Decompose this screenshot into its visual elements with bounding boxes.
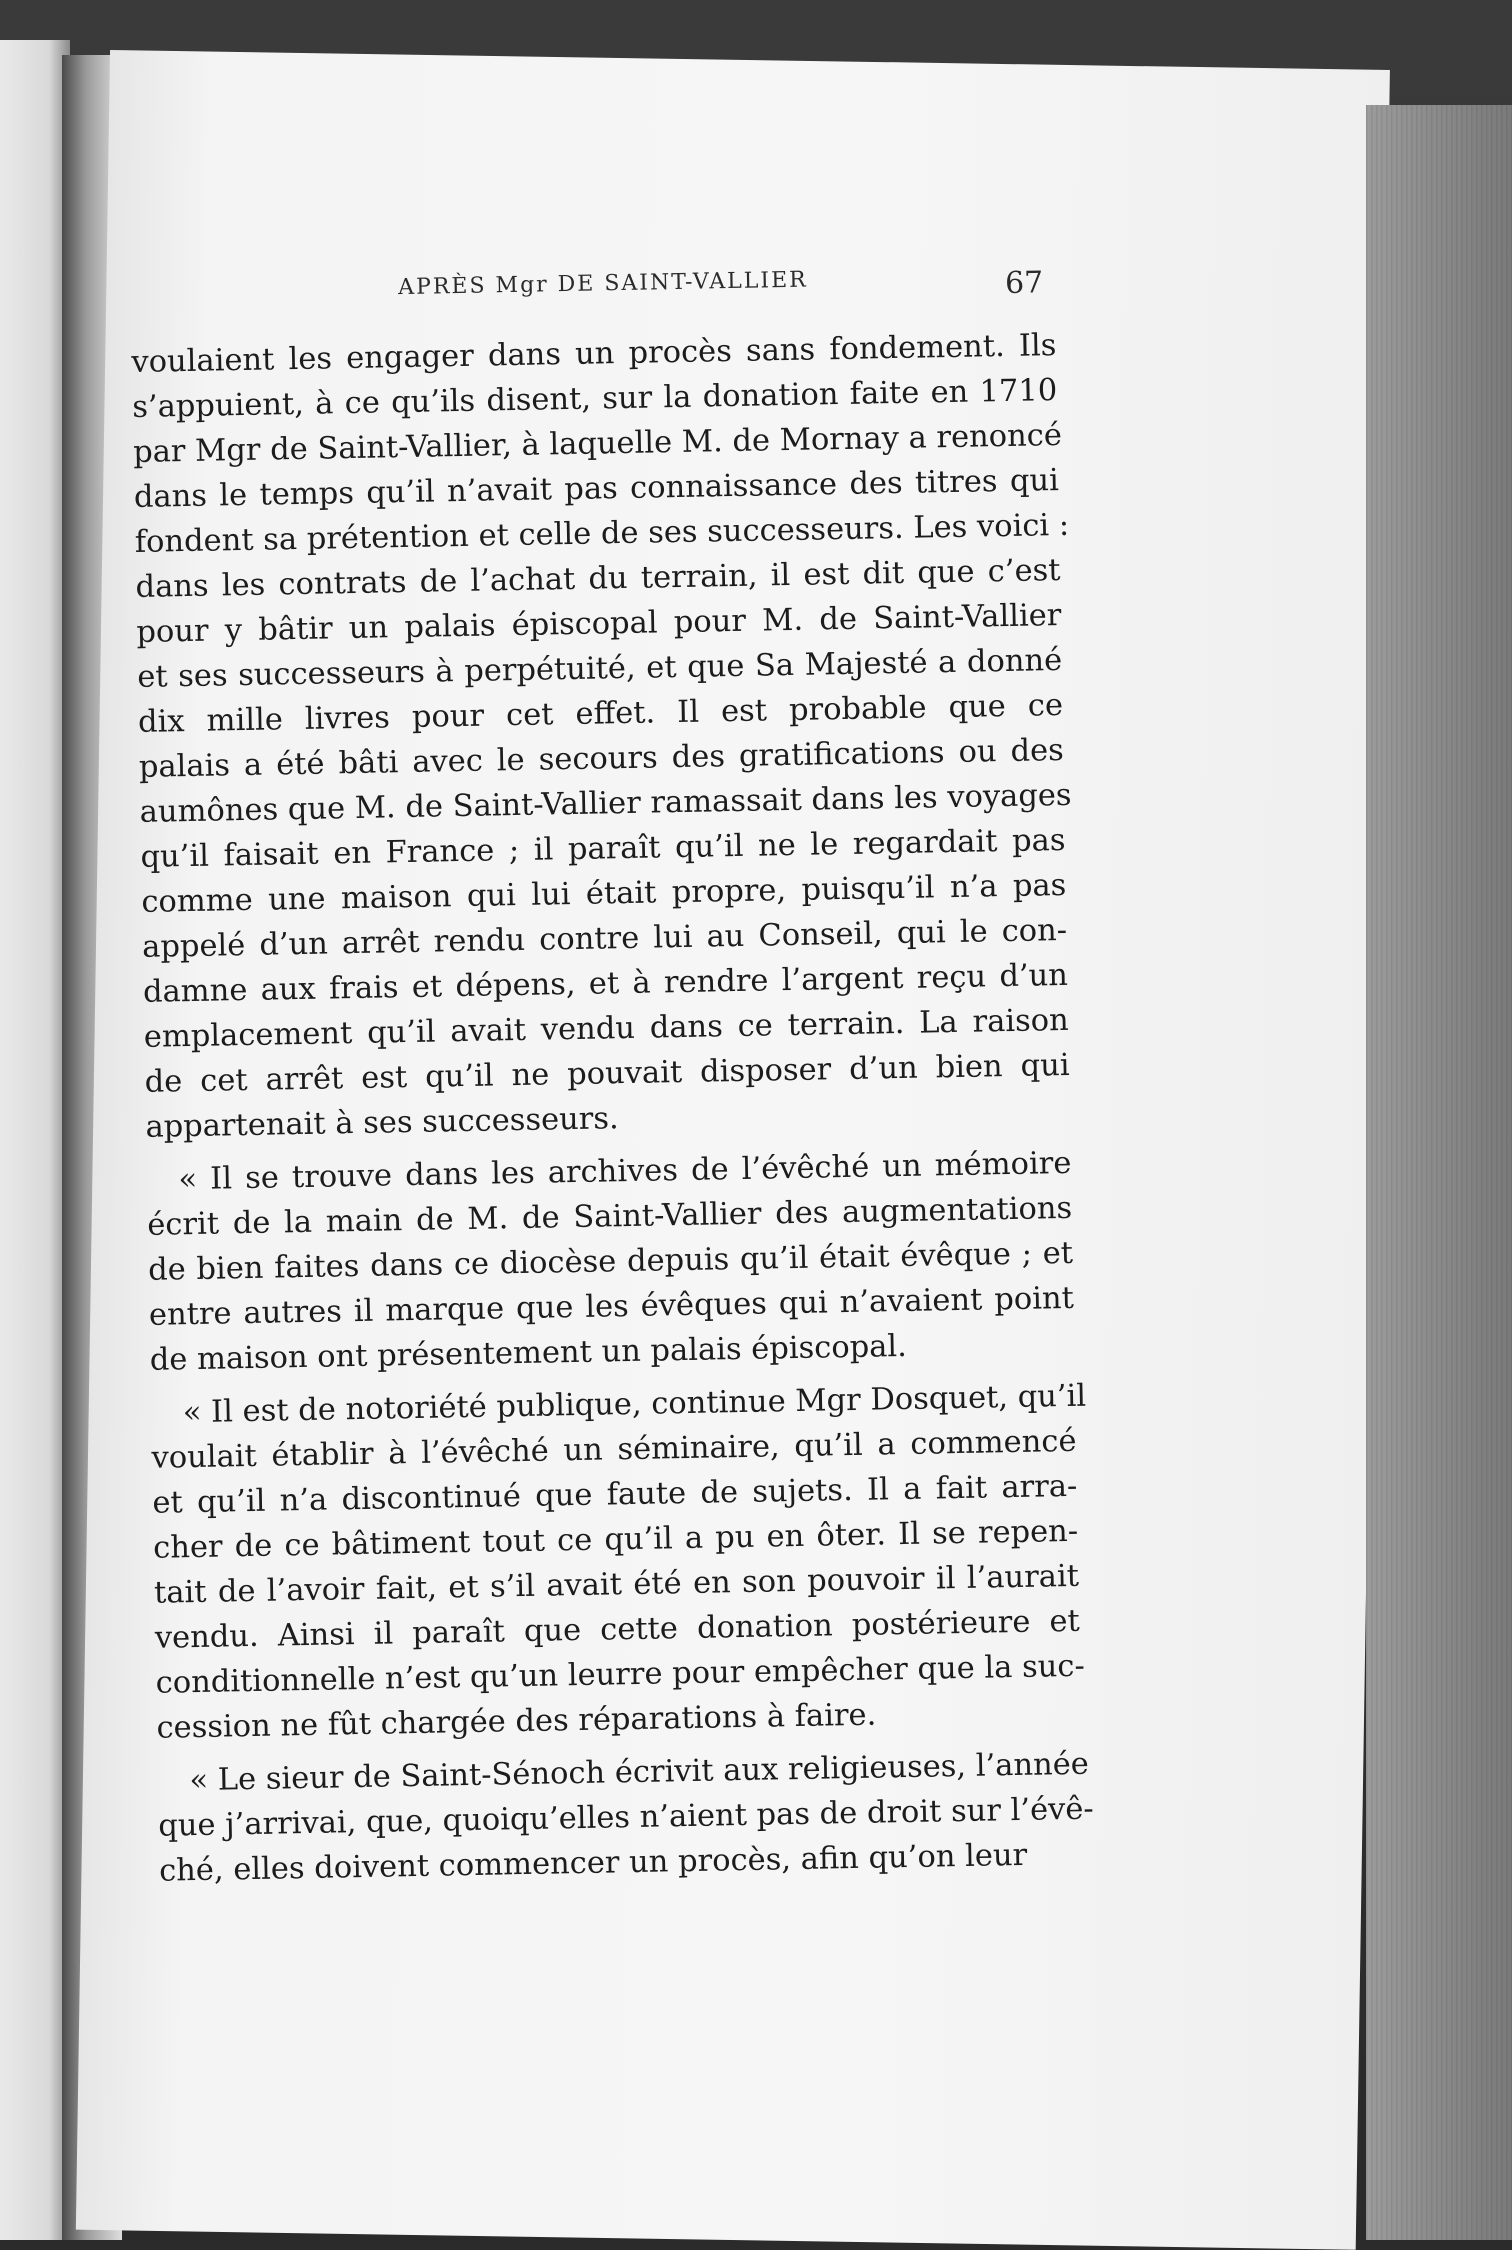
- text-line: de bien faites dans ce diocèse depuis qu’il était évêque ; et: [147, 1235, 1074, 1288]
- page-number: 67: [1004, 265, 1044, 301]
- text-line: et qu’il n’a discontinué que faute de sujets. Il a fait arra-: [152, 1468, 1078, 1521]
- text-line: appartenait à ses successeurs.: [145, 1101, 619, 1145]
- text-line: « Le sieur de Saint-Sénoch écrivit aux religieuses, l’année: [189, 1746, 1090, 1799]
- text-line: de cet arrêt est qu’il ne pouvait disposer d’un bien qui: [144, 1047, 1070, 1100]
- text-line: palais a été bâti avec le secours des gratifications ou des: [138, 732, 1065, 785]
- text-line: tait de l’avoir fait, et s’il avait été en son pouvoir il l’aurait: [153, 1558, 1080, 1611]
- text-line: dix mille livres pour cet effet. Il est probable que ce: [137, 687, 1064, 740]
- text-line: cher de ce bâtiment tout ce qu’il a pu en ôter. Il se repen-: [152, 1513, 1079, 1566]
- text-line: dans les contrats de l’achat du terrain, il est dit que c’est: [135, 553, 1061, 605]
- text-line: s’appuient, à ce qu’ils disent, sur la donation faite en 1710: [132, 373, 1058, 425]
- page-stack-edge: [1366, 105, 1512, 2240]
- text-line: « Il se trouve dans les archives de l’évêché un mémoire: [178, 1145, 1072, 1198]
- text-line: fondent sa prétention et celle de ses successeurs. Les voici :: [134, 507, 1070, 560]
- text-line: voulait établir à l’évêché un séminaire, qu’il a commencé: [151, 1423, 1077, 1476]
- paragraph: [157, 1742, 1095, 1894]
- text-line: vendu. Ainsi il paraît que cette donation postérieure et: [154, 1603, 1081, 1656]
- text-line: comme une maison qui lui était propre, puisqu’il n’a pas: [141, 867, 1067, 920]
- text-line: damne aux frais et dépens, et à rendre l’argent reçu d’un: [142, 957, 1069, 1010]
- running-title: APRÈS Mgr DE SAINT-VALLIER: [397, 267, 808, 301]
- text-line: ché, elles doivent commencer un procès, afin qu’on leur: [158, 1837, 1028, 1889]
- text-line: conditionnelle n’est qu’un leurre pour empêcher que la suc-: [155, 1648, 1086, 1701]
- text-line: écrit de la main de M. de Saint-Vallier des augmentations: [147, 1190, 1073, 1243]
- text-line: entre autres il marque que les évêques qui n’avaient point: [148, 1280, 1075, 1333]
- text-line: pour y bâtir un palais épiscopal pour M. de Saint-Vallier: [136, 597, 1062, 650]
- text-line: « Il est de notoriété publique, continue Mgr Dosquet, qu’il: [182, 1378, 1087, 1431]
- paragraph: [146, 1141, 1075, 1383]
- text-line: que j’arrivai, que, quoiqu’elles n’aient pas de droit sur l’évê-: [158, 1791, 1095, 1844]
- text-line: par Mgr de Saint-Vallier, à laquelle M. de Mornay a renoncé: [132, 417, 1063, 470]
- text-line: aumônes que M. de Saint-Vallier ramassait dans les voyages: [139, 777, 1072, 830]
- text-line: cession ne fût chargée des réparations à faire.: [156, 1697, 877, 1746]
- page-text: [130, 263, 1095, 1902]
- facing-page-edge: [0, 40, 70, 2240]
- body-text: [131, 323, 1095, 1894]
- paragraph: [150, 1374, 1087, 1751]
- text-line: emplacement qu’il avait vendu dans ce terrain. La raison: [143, 1002, 1070, 1055]
- text-line: de maison ont présentement un palais épiscopal.: [149, 1328, 908, 1378]
- paragraph: [131, 323, 1071, 1150]
- text-line: qu’il faisait en France ; il paraît qu’il ne le regardait pas: [140, 822, 1066, 875]
- text-line: appelé d’un arrêt rendu contre lui au Conseil, qui le con-: [141, 912, 1068, 965]
- text-line: dans le temps qu’il n’avait pas connaissance des titres qui: [133, 463, 1060, 515]
- text-line: et ses successeurs à perpétuité, et que Sa Majesté a donné: [136, 642, 1063, 695]
- text-line: voulaient les engager dans un procès sans fondement. Ils: [131, 328, 1057, 380]
